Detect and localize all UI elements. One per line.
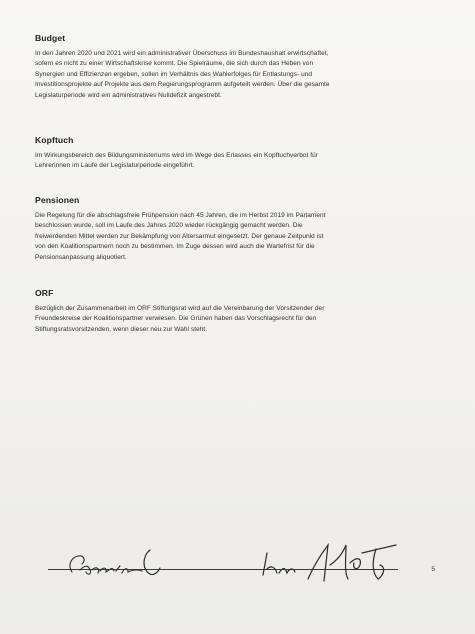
text-line: Bezüglich der Zusammenarbeit im ORF Stiftungsrat wird auf die Vereinbarung der Vorsitzender der bbox=[35, 305, 325, 312]
section-orf bbox=[35, 288, 440, 335]
text-line: Legislaturperiode wird ein administratives Nulldefizit angestrebt. bbox=[35, 91, 222, 99]
text-line: beschlossen wurde, soll im Laufe des Jahres 2020 wieder rückgängig gemacht werden. Die bbox=[35, 222, 303, 230]
paragraph-budget bbox=[35, 49, 440, 101]
text-line: Stiftungsratsvorsitzenden, wenn dieser neu zur Wahl steht. bbox=[35, 325, 208, 333]
signature-2 bbox=[255, 545, 305, 585]
text-line: freiwerdenden Mittel werden zur Bekämpfung von Altersarmut eingesetzt. Der genaue Zeitpunkt ist bbox=[35, 232, 324, 240]
heading-kopftuch: Kopftuch bbox=[35, 135, 74, 145]
heading-budget: Budget bbox=[35, 33, 66, 43]
paragraph-pensionen bbox=[35, 211, 440, 263]
text-line: Die Regelung für die abschlagsfreie Frühpension nach 45 Jahren, die im Herbst 2019 im Parlament bbox=[35, 212, 326, 219]
text-line: Im Wirkungsbereich des Bildungsministeriums wird im Wege des Erlasses ein Kopftuchverbot für bbox=[35, 152, 319, 159]
text-line: von den Koalitionspartnern noch zu bestimmen. Im Zuge dessen wird auch die Wartefrist für die bbox=[35, 243, 315, 251]
text-line: Freundeskreise der Koalitionspartner verwiesen. Die Grünen haben das Vorschlagsrecht für den bbox=[35, 315, 317, 323]
heading-orf: ORF bbox=[35, 288, 54, 298]
signature-1 bbox=[62, 540, 172, 585]
section-pensionen bbox=[35, 195, 440, 263]
signature-3 bbox=[300, 535, 410, 590]
heading-pensionen: Pensionen bbox=[35, 195, 80, 205]
text-line: Synergien und Effizienzen ergeben, sollen im Verhältnis des Wahlerfolges für Entlastungs- und bbox=[35, 70, 313, 78]
text-line: In den Jahren 2020 und 2021 wird ein administrativer Überschuss im Bundeshaushalt erwirtschaftet, bbox=[35, 50, 329, 57]
text-line: sofern es nicht zu einer Wirtschaftskrise kommt. Die Spielräume, die sich durch das Heben von bbox=[35, 60, 314, 68]
page-number: 5 bbox=[431, 566, 435, 573]
text-line: Investitionsprojekte auf Projekte aus dem Regierungsprogramm aufgeteilt werden. Über die gesamte bbox=[35, 81, 330, 89]
section-kopftuch bbox=[35, 135, 440, 172]
paragraph-orf bbox=[35, 304, 440, 335]
text-line: Pensionsanpassung aliquotiert. bbox=[35, 253, 127, 261]
text-line: Lehrerinnen im Laufe der Legislaturperiode eingeführt. bbox=[35, 162, 195, 170]
paragraph-kopftuch bbox=[35, 151, 440, 172]
section-budget bbox=[35, 33, 440, 101]
